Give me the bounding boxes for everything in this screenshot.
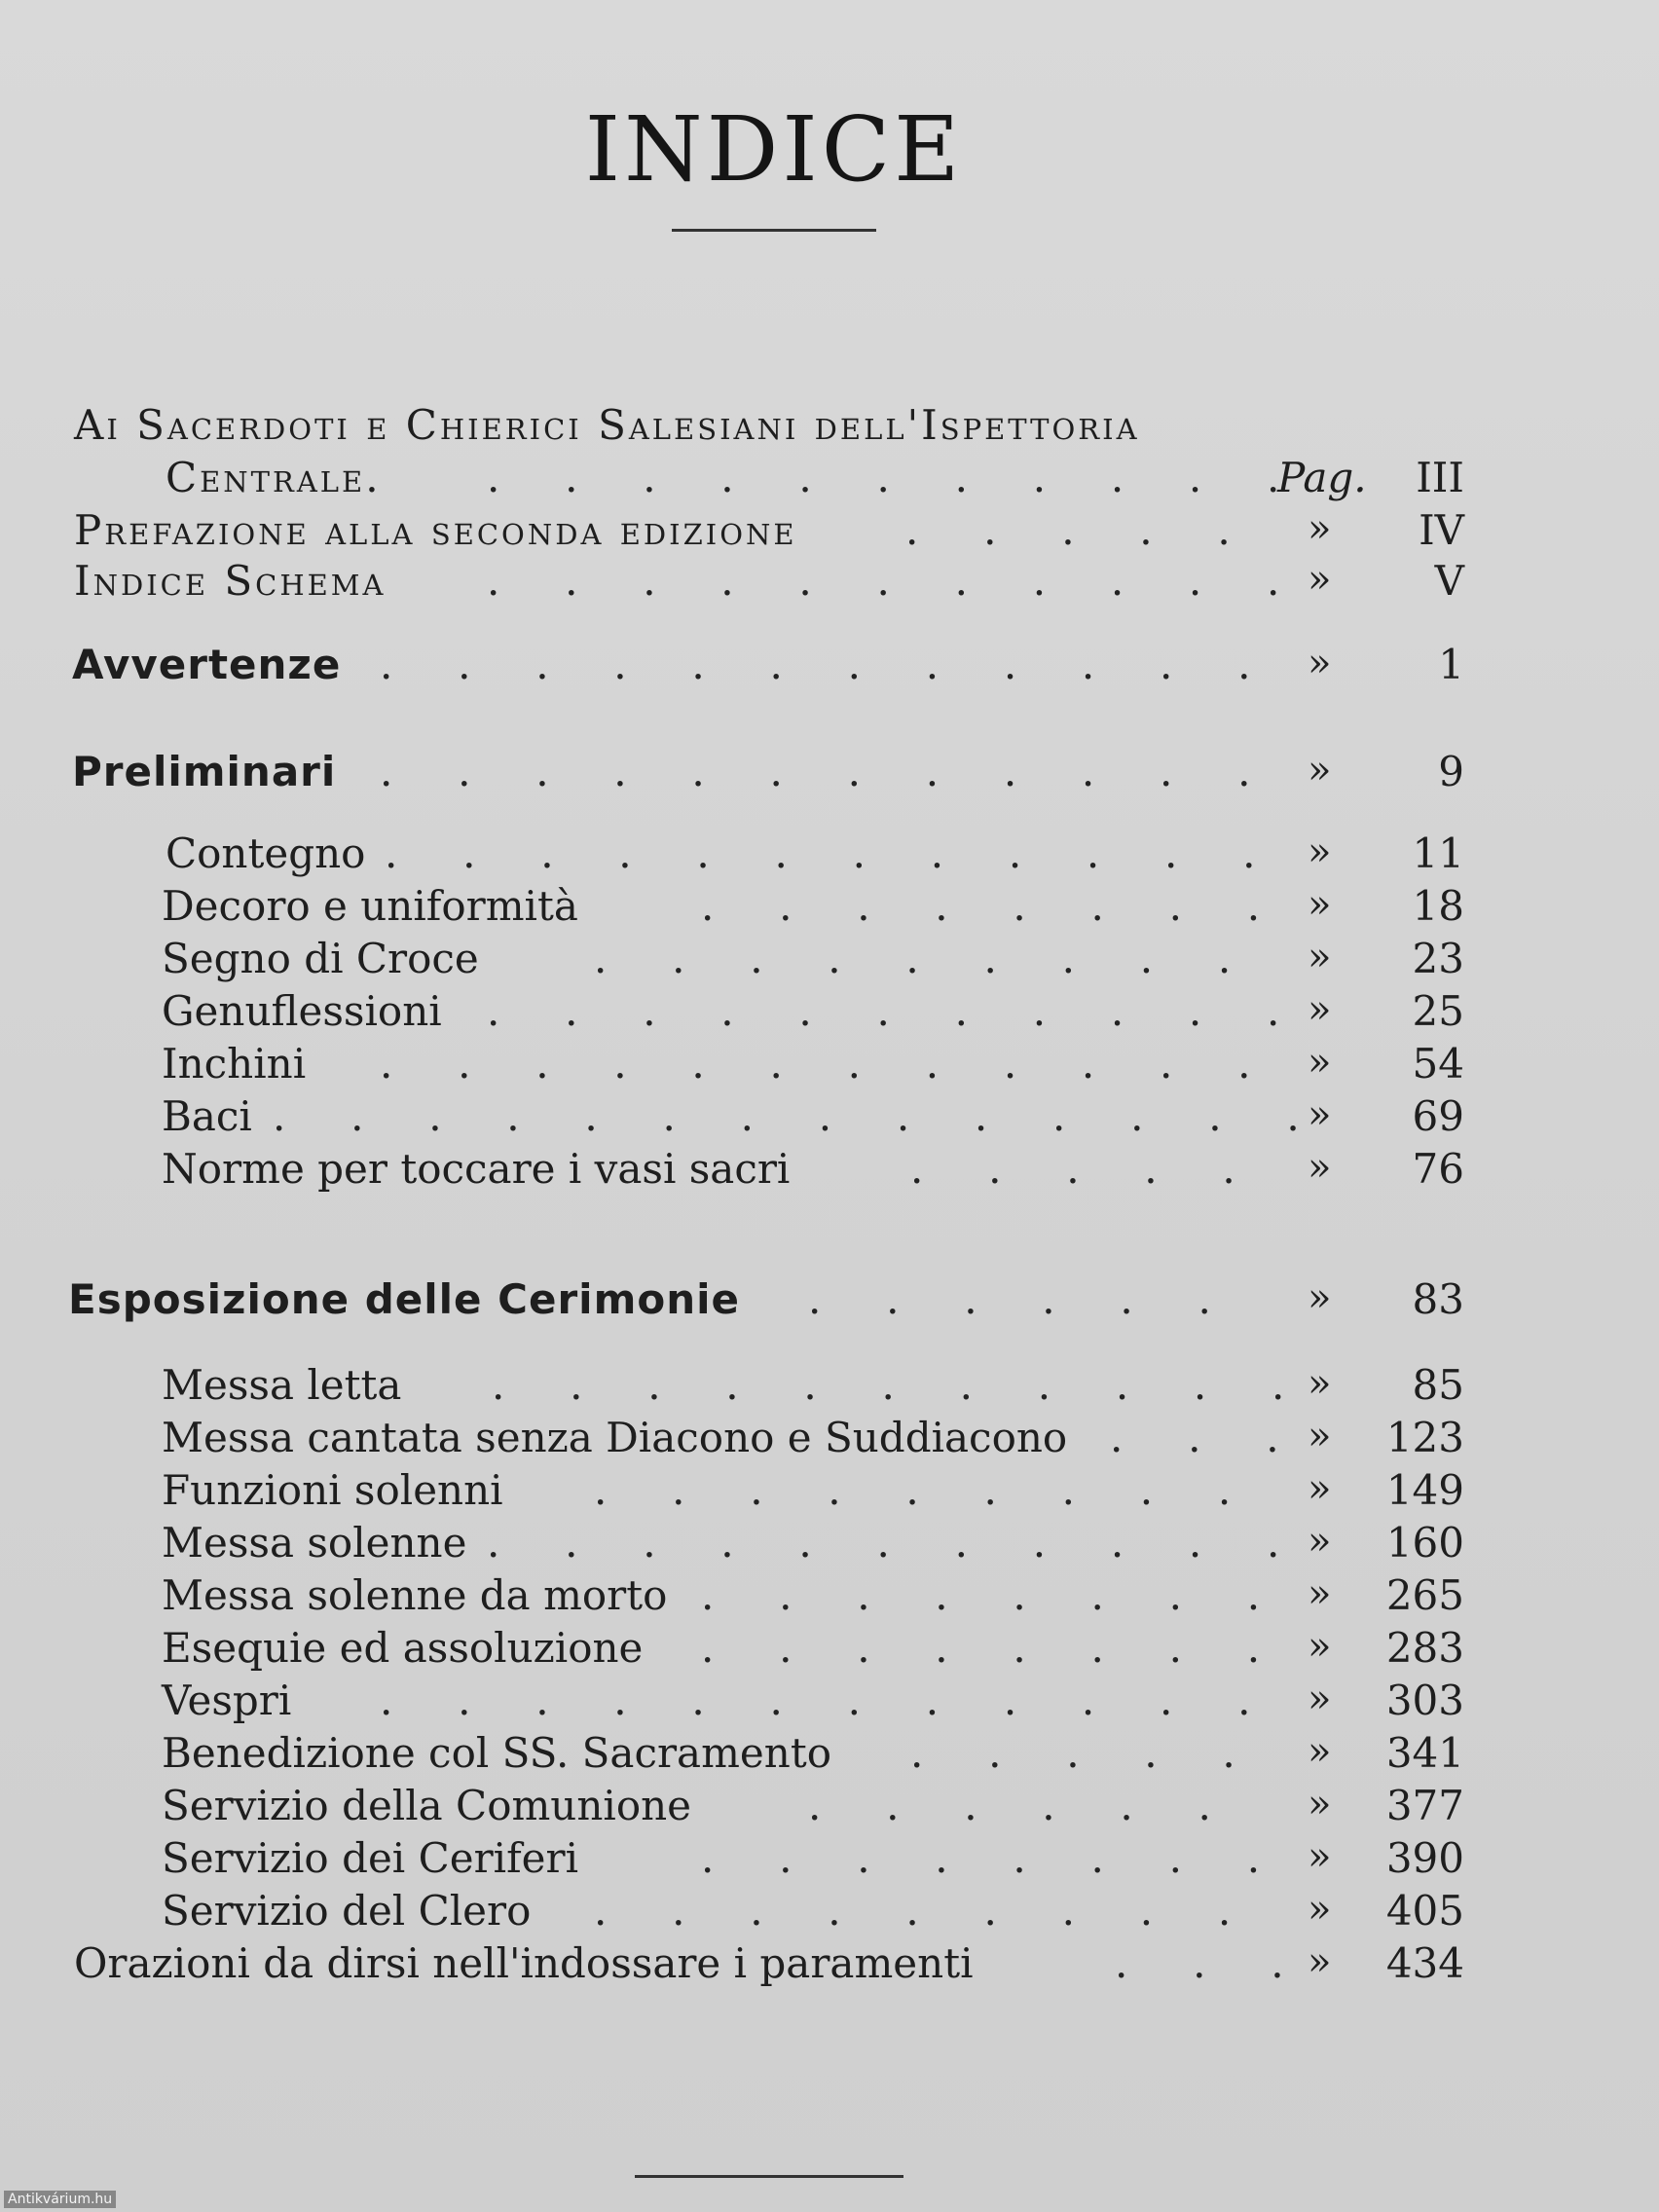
toc-page-number: 149 — [1385, 1466, 1464, 1514]
toc-entry-messa-solenne-da-morto[interactable] — [0, 1571, 1659, 1624]
toc-entry-avvertenze[interactable] — [0, 641, 1659, 693]
ditto-mark: » — [1308, 987, 1332, 1032]
toc-page-number: IV — [1419, 506, 1464, 554]
ditto-mark: » — [1308, 1040, 1332, 1085]
toc-entry-label: Centrale. — [166, 454, 382, 501]
toc-page-number: 25 — [1412, 987, 1464, 1035]
toc-entry-label: Indice Schema — [74, 557, 387, 605]
ditto-mark: » — [1308, 506, 1332, 551]
toc-page-number: 83 — [1412, 1275, 1464, 1323]
toc-entry-label: Messa cantata senza Diacono e Suddiacono — [162, 1414, 1068, 1461]
toc-entry-label: Inchini — [162, 1040, 307, 1088]
ditto-mark: » — [1308, 1275, 1332, 1320]
toc-entry-label: Orazioni da dirsi nell'indossare i paramenti — [74, 1939, 974, 1987]
toc-entry-baci[interactable] — [0, 1092, 1659, 1145]
ditto-mark: » — [1308, 1887, 1332, 1932]
title-rule — [672, 229, 876, 232]
toc-page-number: 160 — [1385, 1519, 1464, 1567]
toc-entry-genuflessioni[interactable] — [0, 987, 1659, 1040]
ditto-mark: » — [1308, 935, 1332, 979]
toc-entry-prefazione[interactable] — [0, 506, 1659, 559]
toc-entry-dedication[interactable] — [0, 454, 1659, 506]
toc-page-number: III — [1416, 454, 1464, 501]
leader-dots: . . . . . . . . . . . . . . — [273, 1092, 1300, 1140]
toc-page-number: 85 — [1412, 1361, 1464, 1409]
toc-entry-label: Messa solenne — [162, 1519, 467, 1567]
toc-entry-servizio-ceriferi[interactable] — [0, 1834, 1659, 1887]
toc-entry-preliminari[interactable] — [0, 748, 1659, 800]
toc-entry-label: Messa letta — [162, 1361, 402, 1409]
leader-dots: . . . . . . . . . . . . — [380, 641, 1251, 688]
toc-entry-servizio-comunione[interactable] — [0, 1782, 1659, 1834]
toc-page-number: 18 — [1412, 882, 1464, 930]
toc-entry-messa-cantata[interactable] — [0, 1414, 1659, 1466]
leader-dots: . . . . . . . . . . . . — [380, 1040, 1251, 1088]
leader-dots: . . . . . . . . — [701, 1571, 1261, 1619]
toc-entry-esequie[interactable] — [0, 1624, 1659, 1677]
toc-entry-segno-di-croce[interactable] — [0, 935, 1659, 987]
ditto-mark: » — [1308, 1092, 1332, 1137]
toc-page-number: 11 — [1412, 830, 1464, 877]
toc-page-number: 283 — [1385, 1624, 1464, 1672]
toc-entry-label: Contegno — [166, 830, 366, 877]
leader-dots: . . . . . . . . — [701, 882, 1261, 930]
toc-page-number: 390 — [1385, 1834, 1464, 1882]
toc-entry-label: Servizio dei Ceriferi — [162, 1834, 578, 1882]
leader-dots: . . . — [1110, 1414, 1279, 1461]
toc-entry-vespri[interactable] — [0, 1677, 1659, 1729]
toc-entry-label: Ai Sacerdoti e Chierici Salesiani dell'Ispettoria — [74, 401, 1140, 449]
toc-entry-decoro[interactable] — [0, 882, 1659, 935]
toc-entry-label: Prefazione alla seconda edizione — [74, 506, 797, 554]
toc-entry-label: Baci — [162, 1092, 252, 1140]
ditto-mark: » — [1308, 1361, 1332, 1406]
leader-dots: . . . . . . . . . — [594, 935, 1232, 982]
toc-entry-benedizione[interactable] — [0, 1729, 1659, 1782]
ditto-mark: » — [1308, 1939, 1332, 1984]
ditto-mark: » — [1308, 1729, 1332, 1774]
toc-entry-funzioni-solenni[interactable] — [0, 1466, 1659, 1519]
toc-entry-label: Vespri — [162, 1677, 292, 1724]
leader-dots: . . . . . . . . — [701, 1624, 1261, 1672]
leader-dots: . . . . . . . . . . . — [487, 557, 1280, 605]
toc-entry-label: Servizio del Clero — [162, 1887, 532, 1935]
toc-entry-label: Funzioni solenni — [162, 1466, 503, 1514]
ditto-mark: » — [1308, 1466, 1332, 1511]
ditto-mark: » — [1308, 1834, 1332, 1879]
watermark: Antikvárium.hu — [4, 2191, 116, 2208]
ditto-mark: » — [1308, 1571, 1332, 1616]
toc-entry-inchini[interactable] — [0, 1040, 1659, 1092]
ditto-mark: » — [1308, 1145, 1332, 1190]
toc-entry-label: Messa solenne da morto — [162, 1571, 668, 1619]
pag-label: Pag. — [1277, 454, 1367, 501]
ditto-mark: » — [1308, 748, 1332, 793]
toc-entry-label: Decoro e uniformità — [162, 882, 578, 930]
leader-dots: . . . . . . . . . . . — [492, 1361, 1285, 1409]
toc-entry-label: Genuflessioni — [162, 987, 442, 1035]
toc-page-number: V — [1434, 557, 1464, 605]
toc-page-number: 23 — [1412, 935, 1464, 982]
toc-page-number: 265 — [1385, 1571, 1464, 1619]
ditto-mark: » — [1308, 830, 1332, 874]
toc-entry-label: Norme per toccare i vasi sacri — [162, 1145, 791, 1193]
ditto-mark: » — [1308, 1519, 1332, 1564]
ditto-mark: » — [1308, 1782, 1332, 1826]
leader-dots: . . . . . . . . . . . — [487, 987, 1280, 1035]
leader-dots: . . . . . . — [808, 1782, 1211, 1829]
leader-dots: . . . . . . . . . . . — [487, 1519, 1280, 1567]
toc-entry-messa-letta[interactable] — [0, 1361, 1659, 1414]
toc-entry-label: Preliminari — [72, 748, 337, 795]
footer-rule — [635, 2175, 903, 2178]
leader-dots: . . . . . — [905, 506, 1231, 554]
toc-entry-esposizione[interactable] — [0, 1275, 1659, 1328]
leader-dots: . . . — [1115, 1939, 1284, 1987]
leader-dots: . . . . . — [910, 1145, 1235, 1193]
leader-dots: . . . . . . . . . — [594, 1466, 1232, 1514]
toc-entry-label: Servizio della Comunione — [162, 1782, 692, 1829]
toc-page-number: 405 — [1385, 1887, 1464, 1935]
toc-page-number: 54 — [1412, 1040, 1464, 1088]
toc-page-number: 123 — [1385, 1414, 1464, 1461]
toc-entry-label: Avvertenze — [72, 641, 342, 688]
leader-dots: . . . . . . . . — [701, 1834, 1261, 1882]
leader-dots: . . . . . . — [808, 1275, 1211, 1323]
toc-page-number: 377 — [1385, 1782, 1464, 1829]
ditto-mark: » — [1308, 882, 1332, 927]
toc-page-number: 303 — [1385, 1677, 1464, 1724]
leader-dots: . . . . . . . . . — [594, 1887, 1232, 1935]
leader-dots: . . . . . . . . . . . . — [380, 748, 1251, 795]
leader-dots: . . . . . . . . . . . . — [380, 1677, 1251, 1724]
toc-entry-indice-schema[interactable] — [0, 557, 1659, 609]
toc-entry-servizio-clero[interactable] — [0, 1887, 1659, 1939]
toc-page-number: 9 — [1438, 748, 1464, 795]
toc-entry-label: Segno di Croce — [162, 935, 479, 982]
toc-page-number: 341 — [1385, 1729, 1464, 1777]
toc-entry-contegno[interactable] — [0, 830, 1659, 882]
toc-entry-label: Benedizione col SS. Sacramento — [162, 1729, 831, 1777]
toc-page-number: 1 — [1438, 641, 1464, 688]
toc-entry-label: Esequie ed assoluzione — [162, 1624, 644, 1672]
toc-page-number: 76 — [1412, 1145, 1464, 1193]
toc-entry-dedication-line1 — [0, 401, 1659, 454]
toc-page-number: 69 — [1412, 1092, 1464, 1140]
toc-entry-label: Esposizione delle Cerimonie — [68, 1275, 740, 1323]
toc-entry-orazioni[interactable] — [0, 1939, 1659, 1992]
leader-dots: . . . . . . . . . . . — [487, 454, 1280, 501]
ditto-mark: » — [1308, 641, 1332, 685]
toc-entry-norme[interactable] — [0, 1145, 1659, 1198]
toc-page-number: 434 — [1385, 1939, 1464, 1987]
leader-dots: . . . . . — [910, 1729, 1235, 1777]
leader-dots: . . . . . . . . . . . . — [385, 830, 1256, 877]
page-title: INDICE — [584, 97, 964, 202]
ditto-mark: » — [1308, 1677, 1332, 1721]
ditto-mark: » — [1308, 1414, 1332, 1458]
toc-entry-messa-solenne[interactable] — [0, 1519, 1659, 1571]
ditto-mark: » — [1308, 557, 1332, 602]
ditto-mark: » — [1308, 1624, 1332, 1669]
